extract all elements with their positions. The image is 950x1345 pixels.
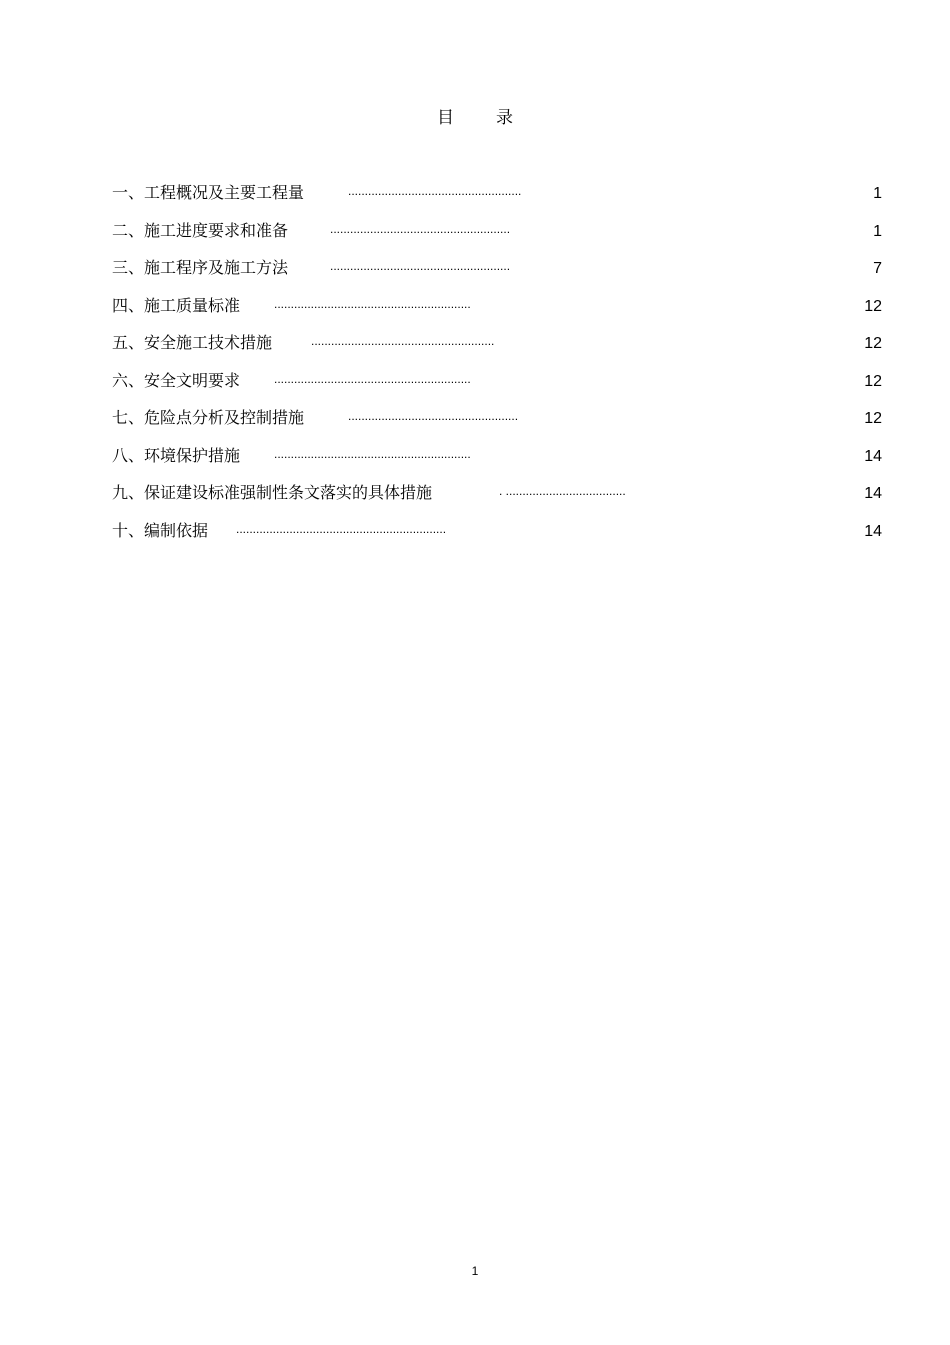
toc-entry-label: 六、安全文明要求 [112, 370, 241, 390]
toc-title-char-2: 录 [496, 108, 513, 128]
toc-entry-page: 1 [873, 222, 882, 240]
toc-entry-label: 二、施工进度要求和准备 [112, 220, 289, 240]
toc-entry-leader: ............................................................... [236, 521, 447, 536]
toc-entry-page: 12 [864, 410, 882, 427]
toc-entry[interactable] [112, 519, 882, 557]
toc-entry-label: 七、危险点分析及控制措施 [112, 408, 305, 427]
toc-entry[interactable] [112, 219, 882, 257]
toc-entry-label: 十、编制依据 [112, 520, 209, 540]
toc-entry-page: 14 [864, 522, 882, 540]
toc-entry-page: 12 [864, 335, 882, 352]
toc-entry-label: 五、安全施工技术措施 [112, 333, 273, 352]
toc-entry-leader: .................................................... [348, 184, 522, 198]
toc-title-char-1: 目 [437, 108, 454, 128]
toc-entry-label: 八、环境保护措施 [112, 445, 241, 465]
toc-title [0, 106, 950, 130]
toc-entry[interactable] [112, 331, 882, 369]
toc-entry[interactable] [112, 369, 882, 407]
toc-entry-leader: ........................................................... [274, 446, 471, 461]
toc-entry[interactable] [112, 406, 882, 444]
toc-list [112, 181, 882, 556]
toc-entry-page: 14 [864, 485, 882, 502]
toc-entry-page: 14 [864, 447, 882, 465]
toc-entry[interactable] [112, 294, 882, 332]
toc-entry[interactable] [112, 256, 882, 294]
toc-entry-page: 12 [864, 372, 882, 390]
toc-entry-leader: ........................................................... [274, 296, 471, 311]
toc-entry-leader: ........................................................... [274, 371, 471, 386]
toc-entry[interactable] [112, 481, 882, 519]
toc-entry-label: 九、保证建设标准强制性条文落实的具体措施 [112, 483, 433, 502]
toc-entry-leader: ...................................................... [330, 259, 511, 273]
toc-entry-label: 四、施工质量标准 [112, 295, 241, 315]
toc-entry[interactable] [112, 444, 882, 482]
toc-entry-leader: . .................................... [499, 484, 626, 498]
page-number: 1 [471, 1264, 479, 1278]
toc-entry-label: 三、施工程序及施工方法 [112, 258, 289, 277]
toc-entry-label: 一、工程概况及主要工程量 [112, 183, 305, 202]
toc-entry-leader: ................................................... [348, 409, 519, 423]
toc-entry-page: 7 [873, 260, 882, 277]
toc-entry[interactable] [112, 181, 882, 219]
toc-entry-page: 12 [864, 297, 882, 315]
toc-entry-page: 1 [873, 185, 882, 202]
toc-entry-leader: ...................................................... [330, 221, 511, 236]
toc-entry-leader: ....................................................... [311, 334, 495, 348]
